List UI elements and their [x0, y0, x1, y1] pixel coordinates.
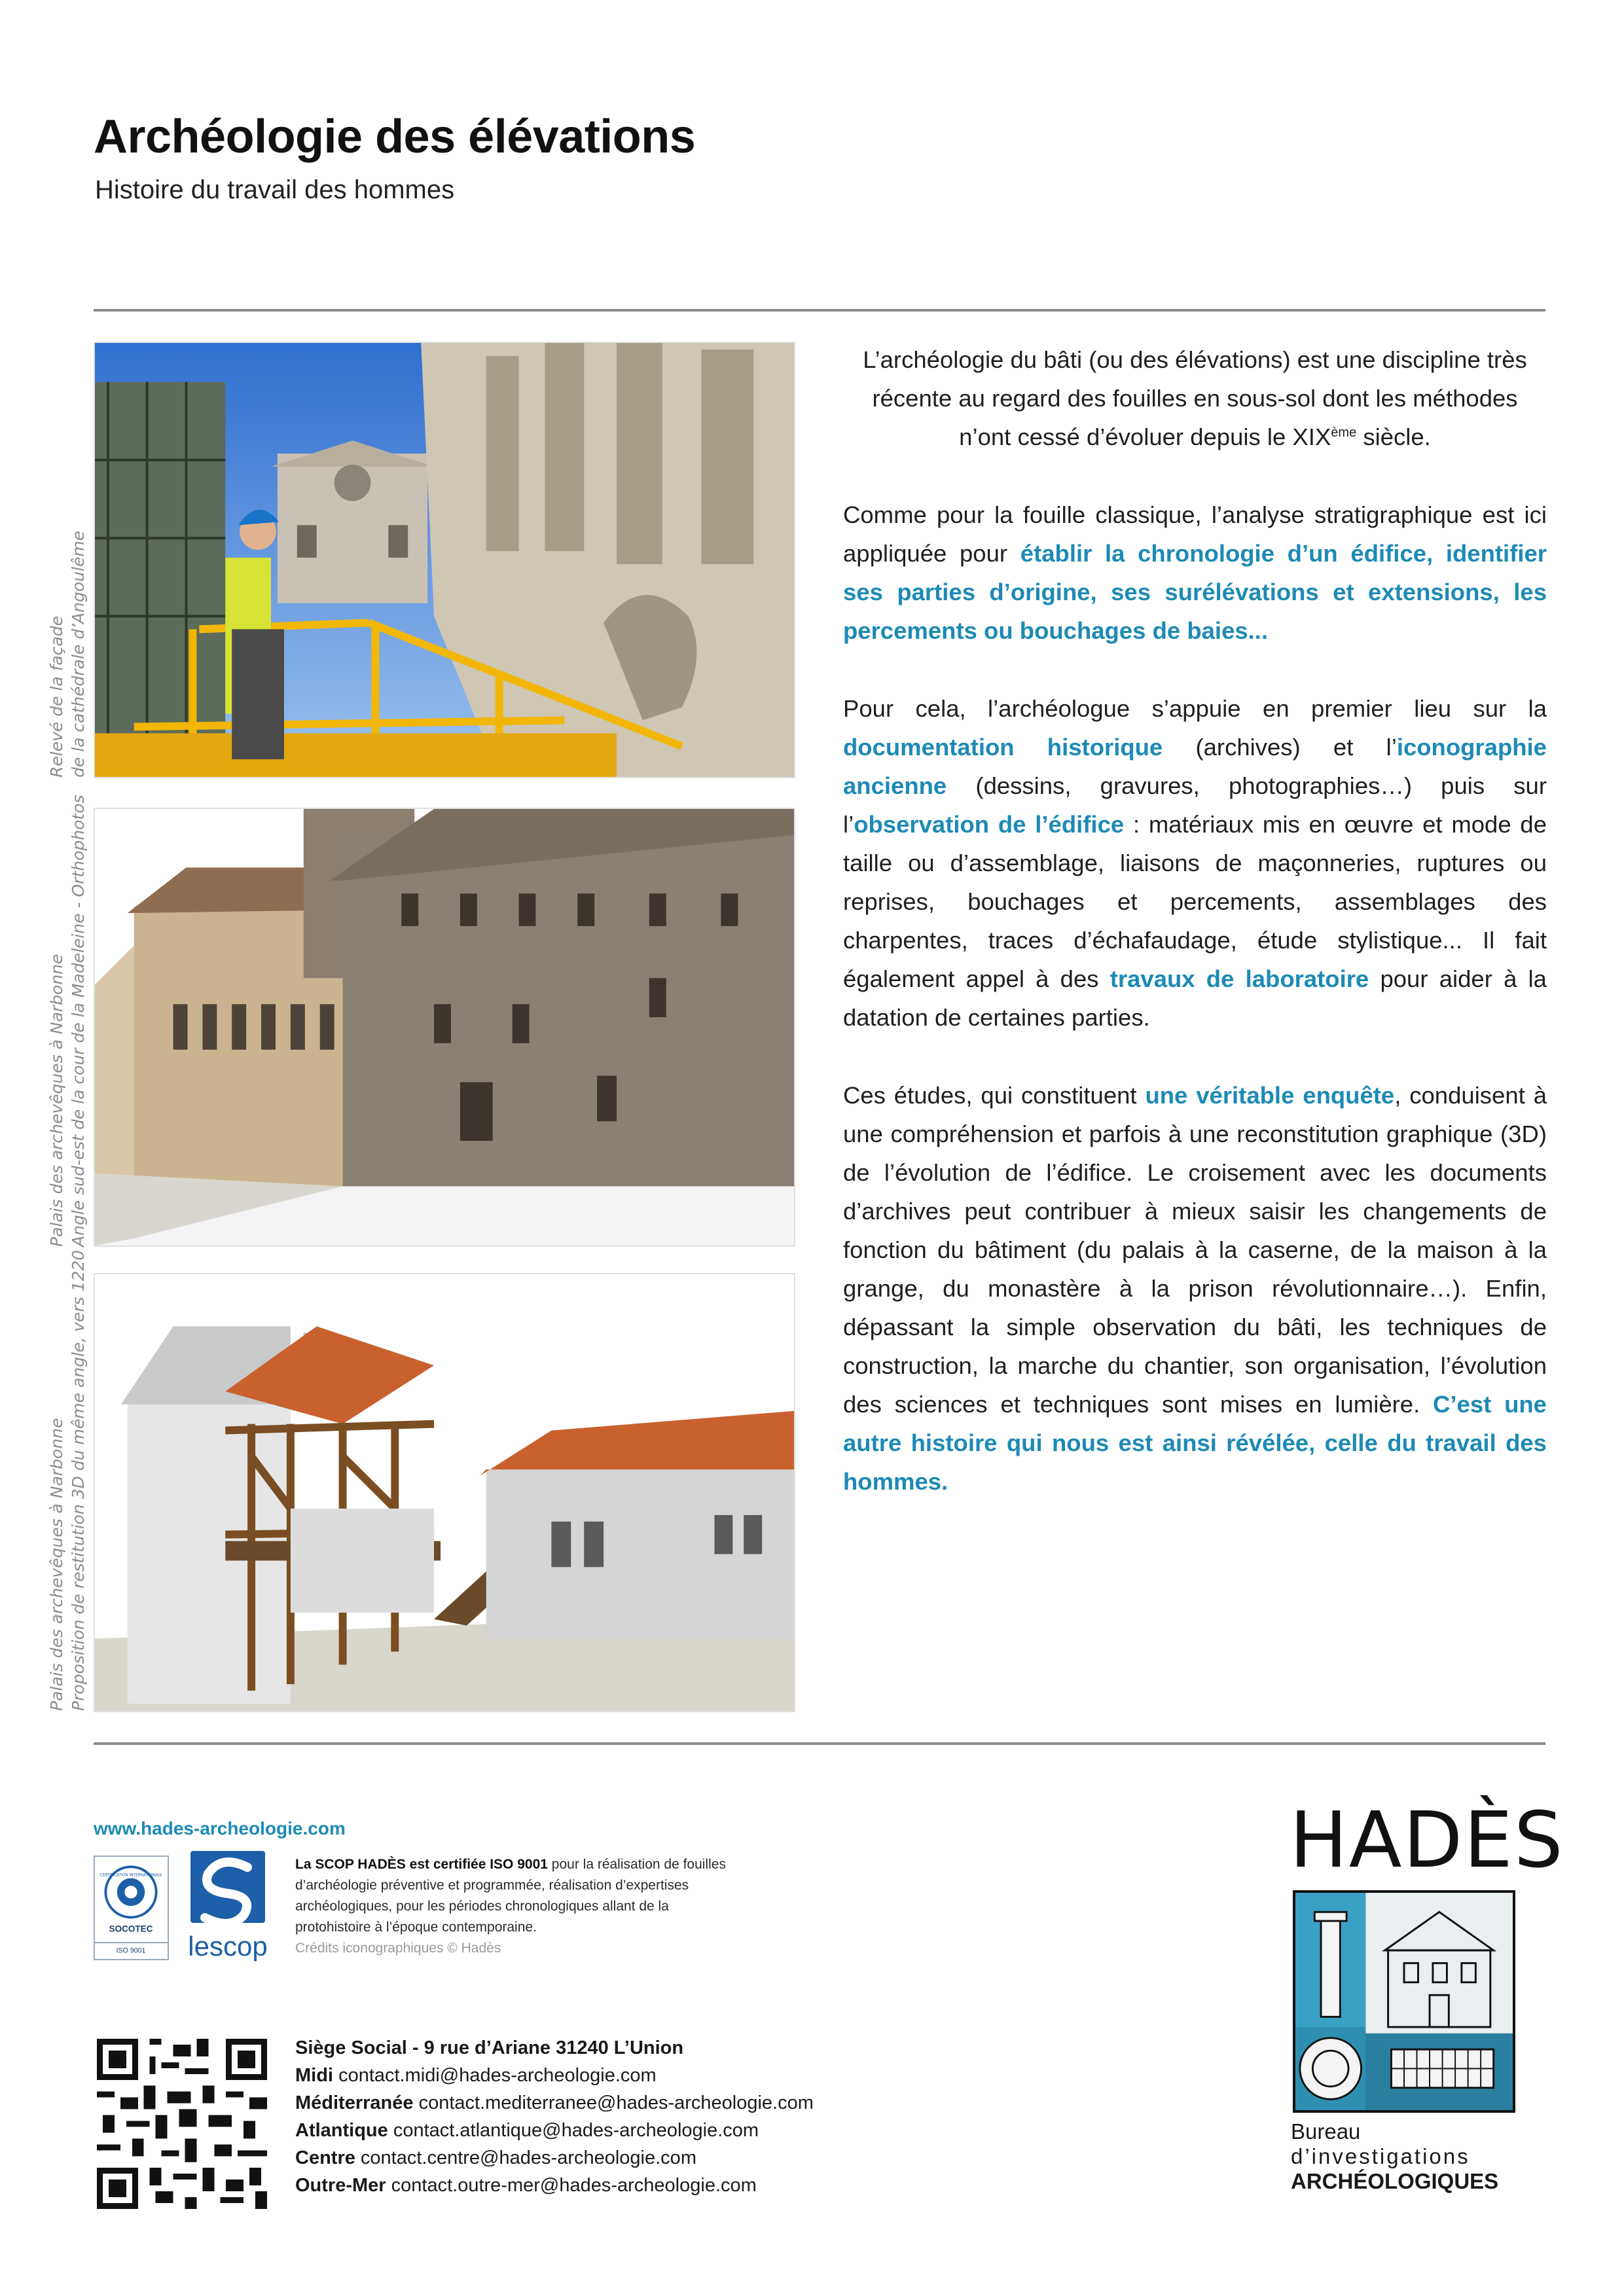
qr-code[interactable] — [97, 2039, 267, 2209]
bottom-divider — [94, 1742, 1545, 1745]
article-body — [843, 340, 1547, 1540]
website-link[interactable]: www.hades-archeologie.com — [94, 1818, 346, 1839]
caption-photo-3: Palais des archevêques à Narbonne Proposition de restitution 3D du même angle, vers 1220 — [47, 1249, 88, 1711]
credits-text: Crédits iconographiques © Hadès — [295, 1941, 501, 1956]
contact-midi[interactable]: Midi contact.midi@hades-archeologie.com — [295, 2065, 657, 2086]
photo-cathedral-survey — [94, 342, 795, 778]
paragraph-4: Ces études, qui constituent une véritable enquête, conduisent à une compréhension et parfois à une reconstitution graphique (3D) de l’évolution de l’édifice. Le croisement avec les documents d’archives peut contribuer à mieux saisir les changements de fonction du bâtiment (du palais à la caserne, de la maison à la grange, du monastère à la prison révolutionnaire…). Enfin, dépassant la simple observation du bâti, les techniques de construction, la marche du chantier, son organisation, l’évolution des sciences et techniques sont mises en lumière. C’est une autre histoire qui nous est ainsi révélée, celle du travail des hommes. — [843, 1082, 1547, 1495]
photo-narbonne-3d-restitution — [94, 1273, 795, 1712]
lescop-wordmark: lescop — [188, 1931, 268, 1962]
paragraph-3: Pour cela, l’archéologue s’appuie en premier lieu sur la documentation historique (archives) et l’iconographie ancienne (dessins, gravures, photographies…) puis sur l’observation de l’édifice : matériaux mis en œuvre et mode de taille ou d’assemblage, liaisons de maçonneries, ruptures ou reprises, bouchages et percements, assemblages des charpentes, traces d’échafaudage, étude stylistique... Il fait également appel à des travaux de laboratoire pour aider à la datation de certaines parties. — [843, 695, 1547, 1031]
lescop-logo — [185, 1851, 270, 1962]
page-title: Archéologie des élévations — [94, 111, 696, 163]
caption-photo-2: Palais des archevêques à Narbonne Angle sud-est de la cour de la Madeleine - Orthophotos — [47, 795, 88, 1247]
caption-photo-1: Relevé de la façade de la cathédrale d’Angoulême — [47, 530, 88, 778]
socotec-top-text: CERTIFICATION INTERNATIONALE — [99, 1873, 162, 1878]
socotec-iso: ISO 9001 — [116, 1946, 146, 1955]
top-divider — [94, 309, 1545, 312]
hades-logo-tagline: Bureau d’investigations ARCHÉOLOGIQUES — [1291, 2119, 1499, 2193]
socotec-name: SOCOTEC — [109, 1924, 153, 1934]
contact-mediterranee[interactable]: Méditerranée contact.mediterranee@hades-archeologie.com — [295, 2092, 814, 2113]
socotec-iso-badge — [94, 1856, 169, 1960]
hades-logo-wordmark: HADÈS — [1290, 1795, 1564, 1885]
contact-outre-mer[interactable]: Outre-Mer contact.outre-mer@hades-archeologie.com — [295, 2175, 757, 2196]
paragraph-2: Comme pour la fouille classique, l’analyse stratigraphique est ici appliquée pour établir la chronologie d’un édifice, identifier ses parties d’origine, ses surélévations et extensions, les percements ou bouchages de baies... — [843, 501, 1547, 644]
paragraph-1: L’archéologie du bâti (ou des élévations) est une discipline très récente au regard des fouilles en sous-sol dont les méthodes n’ont cessé d’évoluer depuis le XIXème siècle. — [863, 346, 1527, 450]
photo-narbonne-orthophoto — [94, 808, 795, 1247]
certification-text: La SCOP HADÈS est certifiée ISO 9001 pour la réalisation de fouilles d’archéologie préventive et programmée, réalisation d’expertises archéologiques, pour les périodes chronologiques allant de la protohistoire à l’époque contemporaine. Crédits iconographiques © Hadès — [295, 1857, 726, 1956]
contact-block — [295, 2034, 814, 2199]
hades-logo-emblem — [1293, 1890, 1515, 2113]
head-office-address: Siège Social - 9 rue d’Ariane 31240 L’Union — [295, 2037, 684, 2058]
contact-centre[interactable]: Centre contact.centre@hades-archeologie.com — [295, 2147, 696, 2168]
page-subtitle: Histoire du travail des hommes — [95, 175, 455, 204]
contact-atlantique[interactable]: Atlantique contact.atlantique@hades-archeologie.com — [295, 2120, 759, 2141]
